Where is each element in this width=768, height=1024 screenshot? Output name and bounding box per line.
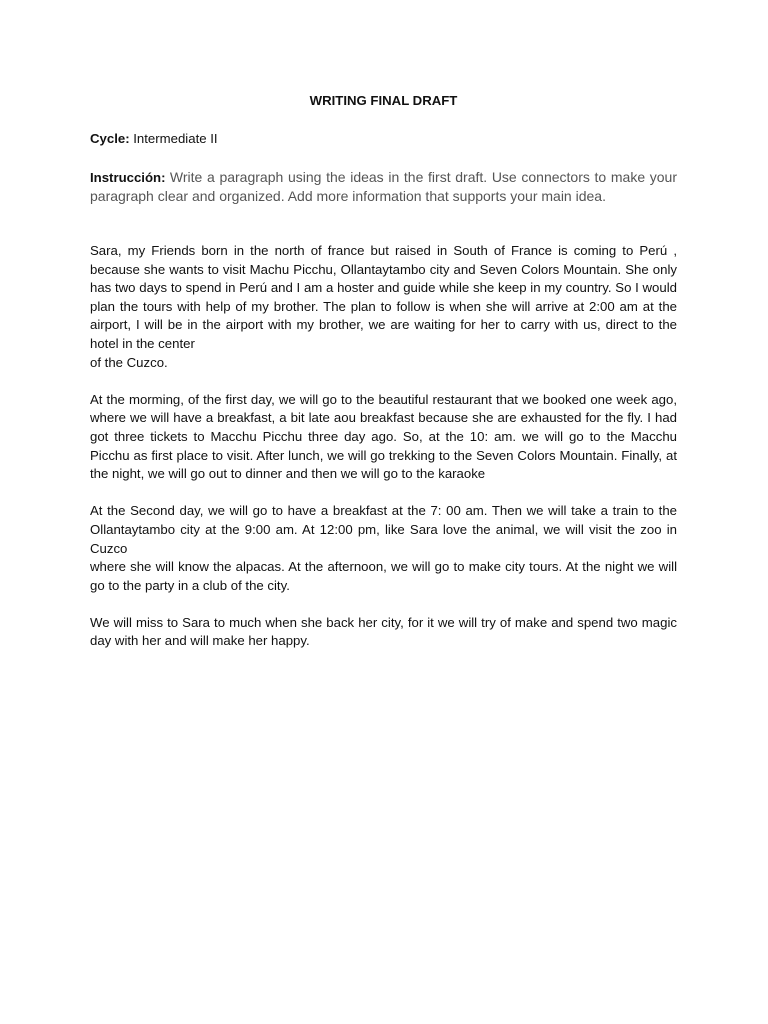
- essay-body: [90, 242, 677, 651]
- paragraph-continuation: where she will know the alpacas. At the afternoon, we will go to make city tours. At the night we will go to the party in a club of the city.: [90, 559, 677, 593]
- cycle-value: Intermediate II: [133, 131, 218, 146]
- instruction-label: Instrucción:: [90, 170, 166, 185]
- paragraph-text: At the morming, of the first day, we will go to the beautiful restaurant that we booked one week ago, where we will have a breakfast, a bit late aou breakfast because she are exhausted for the fly. I had got three tickets to Macchu Picchu three day ago. So, at the 10: am. we will go to the Macchu Picchu as first place to visit. After lunch, we will go trekking to the Seven Colors Mountain. Finally, at the night, we will go out to dinner and then we will go to the karaoke: [90, 391, 677, 482]
- paragraph-continuation: of the Cuzco.: [90, 354, 168, 370]
- document-content: [90, 92, 677, 670]
- paragraph-introduction: [90, 242, 677, 372]
- paragraph-second-day: [90, 502, 677, 595]
- paragraph-first-day: [90, 391, 677, 484]
- instruction-text: Write a paragraph using the ideas in the first draft. Use connectors to make your paragraph clear and organized. Add more information that supports your main idea.: [90, 169, 678, 204]
- instruction-line: [90, 168, 677, 206]
- cycle-label: Cycle:: [90, 131, 130, 146]
- paragraph-text: Sara, my Friends born in the north of france but raised in South of France is coming to Perú , because she wants to visit Machu Picchu, Ollantaytambo city and Seven Colors Mountain. She only has two days to spend in Perú and I am a hoster and guide while she keep in my country. So I would plan the tours with help of my brother. The plan to follow is when she will arrive at 2:00 am at the airport, I will be in the airport with my brother, we are waiting for her to carry with us, direct to the hotel in the center: [90, 243, 677, 351]
- cycle-line: [90, 130, 677, 148]
- paragraph-text: At the Second day, we will go to have a breakfast at the 7: 00 am. Then we will take a train to the Ollantaytambo city at the 9:00 am. At 12:00 pm, like Sara love the animal, we will visit the zoo in Cuzco: [90, 503, 677, 556]
- document-title: WRITING FINAL DRAFT: [309, 93, 458, 108]
- paragraph-text: We will miss to Sara to much when she back her city, for it we will try of make and spend two magic day with her and will make her happy.: [90, 614, 677, 649]
- paragraph-conclusion: [90, 614, 677, 651]
